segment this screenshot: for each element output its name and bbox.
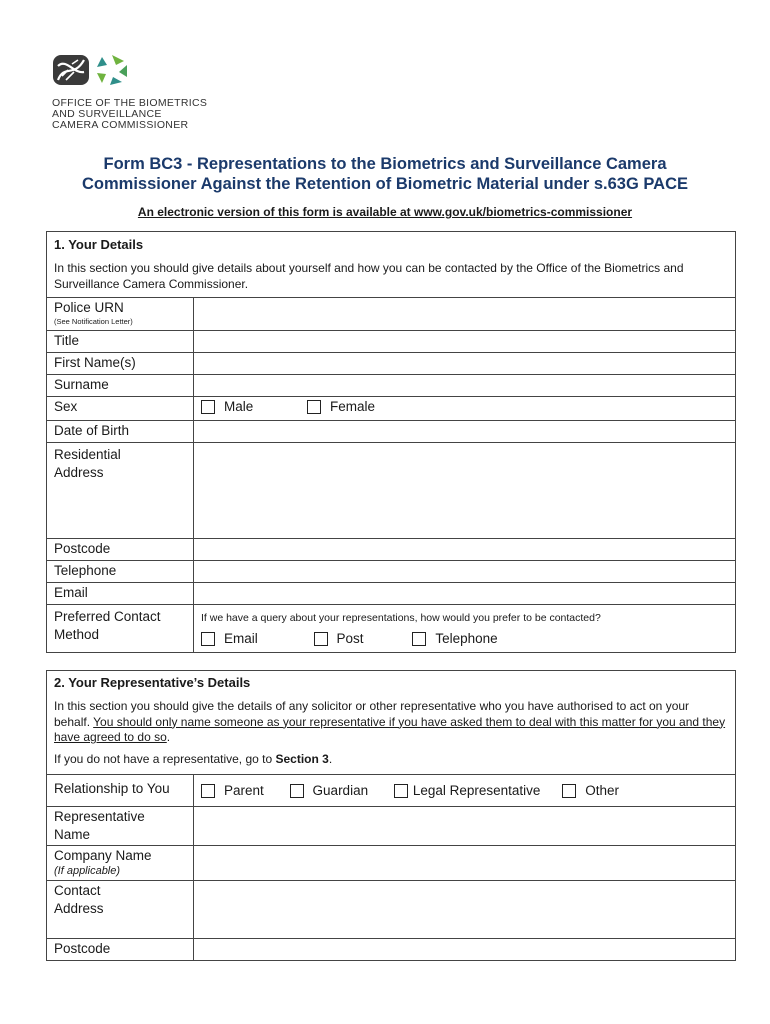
contact-question: If we have a query about your representations, how would you prefer to be contacted? xyxy=(201,612,601,624)
checkbox[interactable] xyxy=(290,784,304,798)
skip-instruction: If you do not have a representative, go to Section 3. xyxy=(54,751,333,766)
checkbox[interactable] xyxy=(562,784,576,798)
rep-postcode-field[interactable] xyxy=(194,939,736,961)
org-name-line: OFFICE OF THE BIOMETRICS xyxy=(52,97,208,109)
section-heading: 2. Your Representative’s Details xyxy=(54,675,251,690)
commissioner-logo xyxy=(52,53,207,131)
rep-name-label: Representative Name xyxy=(47,807,194,846)
relationship-label: Relationship to You xyxy=(47,775,194,807)
first-names-field[interactable] xyxy=(194,353,736,375)
email-field[interactable] xyxy=(194,583,736,605)
title-label: Title xyxy=(47,331,194,353)
surname-field[interactable] xyxy=(194,375,736,397)
address-field[interactable] xyxy=(194,443,736,539)
fingerprint-dna-icon xyxy=(52,54,90,91)
checkbox[interactable] xyxy=(307,400,321,414)
relationship-option-parent[interactable]: Parent xyxy=(201,782,264,800)
checkbox[interactable] xyxy=(412,632,426,646)
dob-field[interactable] xyxy=(194,421,736,443)
form-title: Form BC3 - Representations to the Biometrics and Surveillance Camera Commissioner Against the Retention of Biometric Material under s.63G PACE xyxy=(81,155,689,193)
dob-label: Date of Birth xyxy=(47,421,194,443)
email-label: Email xyxy=(47,583,194,605)
sex-option-male[interactable]: Male xyxy=(201,398,253,416)
checkbox[interactable] xyxy=(201,400,215,414)
contact-method-label: Preferred Contact Method xyxy=(47,605,194,653)
relationship-option-legal-representative[interactable]: Legal Representative xyxy=(394,782,541,800)
electronic-version-note[interactable]: An electronic version of this form is available at www.gov.uk/biometrics-commissioner xyxy=(137,205,633,219)
contact-option-email[interactable]: Email xyxy=(201,630,258,648)
telephone-label: Telephone xyxy=(47,561,194,583)
telephone-field[interactable] xyxy=(194,561,736,583)
title-field[interactable] xyxy=(194,331,736,353)
police-urn-label: Police URN xyxy=(54,300,124,315)
section-intro: In this section you should give the details of any solicitor or other representative who you have authorised to act on your behalf. You should only name someone as your representative if you have asked them to deal with this matter for you and they have agreed to do so. xyxy=(54,699,726,744)
sex-label: Sex xyxy=(47,397,194,421)
contact-address-label: Contact Address xyxy=(47,881,194,939)
org-name-line: AND SURVEILLANCE xyxy=(52,108,162,120)
org-name-line: CAMERA COMMISSIONER xyxy=(52,119,189,131)
checkbox[interactable] xyxy=(201,784,215,798)
rep-name-field[interactable] xyxy=(194,807,736,846)
checkbox[interactable] xyxy=(201,632,215,646)
police-urn-field[interactable] xyxy=(194,298,736,331)
postcode-label: Postcode xyxy=(47,539,194,561)
checkbox[interactable] xyxy=(314,632,328,646)
relationship-option-other[interactable]: Other xyxy=(562,782,619,800)
company-note: (If applicable) xyxy=(54,865,121,877)
relationship-option-guardian[interactable]: Guardian xyxy=(290,782,369,800)
rep-postcode-label: Postcode xyxy=(47,939,194,961)
camera-aperture-icon xyxy=(94,53,130,92)
postcode-field[interactable] xyxy=(194,539,736,561)
surname-label: Surname xyxy=(47,375,194,397)
address-label: Residential Address xyxy=(47,443,194,539)
checkbox[interactable] xyxy=(394,784,408,798)
section-representative-details xyxy=(46,670,736,961)
section-intro: In this section you should give details about yourself and how you can be contacted by the Office of the Biometrics and Surveillance Camera Commissioner. xyxy=(54,261,684,291)
first-names-label: First Name(s) xyxy=(47,353,194,375)
sex-option-female[interactable]: Female xyxy=(307,398,375,416)
company-name-label: Company Name (If applicable) xyxy=(47,846,194,881)
contact-option-post[interactable]: Post xyxy=(314,630,364,648)
contact-option-telephone[interactable]: Telephone xyxy=(412,630,497,648)
contact-address-field[interactable] xyxy=(194,881,736,939)
section-your-details xyxy=(46,231,736,653)
police-urn-note: (See Notification Letter) xyxy=(54,317,133,326)
company-name-field[interactable] xyxy=(194,846,736,881)
section-heading: 1. Your Details xyxy=(54,237,144,252)
